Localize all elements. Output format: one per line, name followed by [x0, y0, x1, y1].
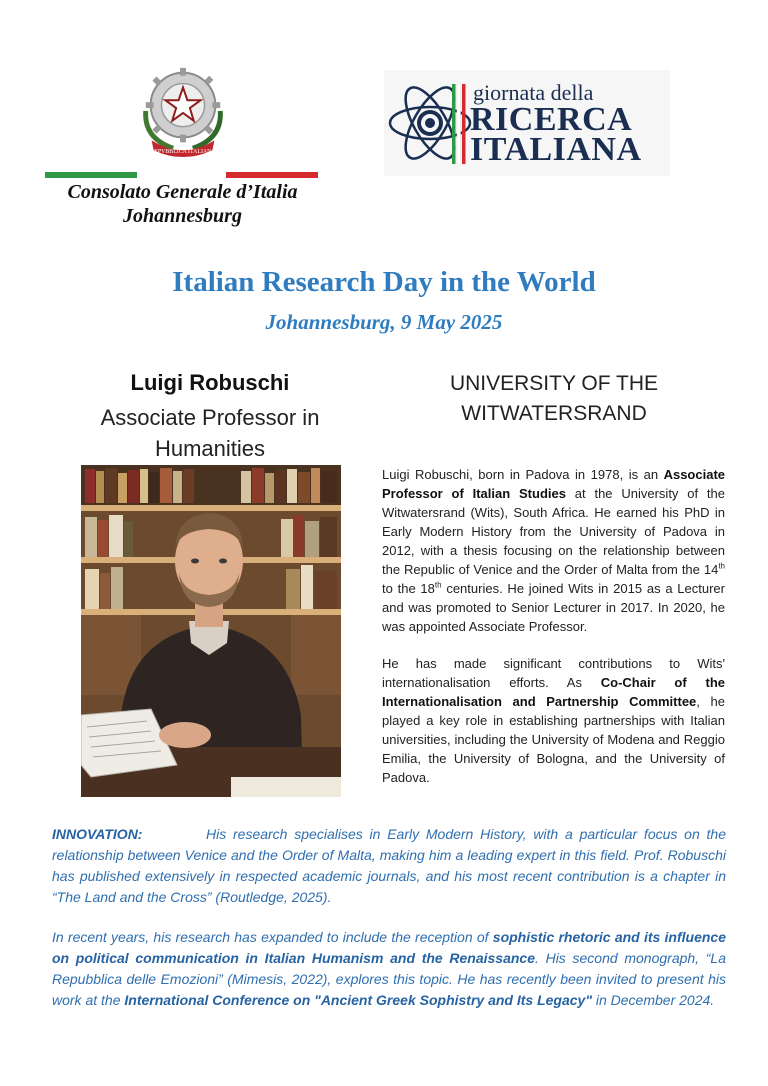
innovation-text: in December 2024. [591, 992, 715, 1008]
innovation-paragraph-1 [52, 824, 726, 908]
innovation-label: INNOVATION: [52, 826, 143, 842]
consulate-line2: Johannesburg [123, 205, 242, 227]
italian-emblem-icon [134, 62, 232, 160]
bio-text-span: to the 18 [382, 581, 435, 596]
innovation-highlight-conference: International Conference on "Ancient Greek Sophistry and Its Legacy" [124, 992, 592, 1008]
innovation-highlight-topic: sophistic rhetoric and its influence on political communication in Italian Humanism and the Renaissance [52, 929, 726, 966]
flag-green-bar [45, 172, 137, 178]
bio-paragraph-2 [382, 654, 725, 787]
bio-highlight-committee: Co-Chair of the Internationalisation and Partnership Committee [382, 675, 725, 709]
page-subtitle: Johannesburg, 9 May 2025 [265, 310, 503, 334]
bio-text-span: , he played a key role in establishing partnerships with Italian universities, including the University of Modena and Reggio Emilia, the University of Bologna, and the University of Padova. [382, 694, 725, 785]
portrait-photo [81, 465, 341, 797]
innovation-section [52, 824, 726, 1030]
consulate-name [20, 180, 345, 228]
university-name: UNIVERSITY OF THE WITWATERSRAND [449, 372, 659, 425]
flag-red-bar [226, 172, 318, 178]
bio-text [382, 465, 725, 805]
bio-highlight-position: Associate Professor of Italian Studies [382, 467, 725, 501]
person-name: Luigi Robuschi [130, 370, 290, 395]
innovation-paragraph-2 [52, 927, 726, 1011]
bio-text-span: at the University of the Witwatersrand (Wits), South Africa. He earned his PhD in Early Modern History from the University of Padova in 2012, with a thesis focusing on the relationship between the Republic of Venice and the Order of Malta from the 14 [382, 486, 725, 577]
bio-paragraph-1 [382, 465, 725, 636]
logo-text-ricerca: RICERCA [470, 101, 633, 138]
logo-text-small: giornata della [473, 80, 594, 105]
innovation-text: . His second monograph, “La Repubblica delle Emozioni” (Mimesis, 2022), explores this topic. He has recently been invited to present his work at the [52, 950, 726, 1008]
innovation-text: His research specialises in Early Modern History, with a particular focus on the relationship between Venice and the Order of Malta, making him a leading expert in this field. Prof. Robuschi has published extensively in respected academic journals, and his most recent contribution is a chapter in “The Land and the Cross” (Routledge, 2025). [52, 826, 726, 905]
logo-text-italiana: ITALIANA [470, 131, 642, 168]
consulate-line1: Consolato Generale d’Italia [67, 181, 298, 203]
person-role: Associate Professor in Humanities [100, 405, 320, 461]
bio-superscript: th [434, 580, 442, 590]
bio-superscript: th [718, 561, 725, 571]
innovation-text: In recent years, his research has expanded to include the reception of [52, 929, 493, 945]
page-title: Italian Research Day in the World [172, 266, 596, 298]
bio-text-span: Luigi Robuschi, born in Padova in 1978, is an [382, 467, 664, 482]
bio-text-span: He has made significant contributions to Wits' internationalisation efforts. As [382, 656, 725, 690]
bio-text-span: centuries. He joined Wits in 2015 as a Lecturer and was promoted to Senior Lecturer in 2017. In 2020, he was appointed Associate Professor. [382, 581, 725, 634]
emblem-ribbon-text: REPVBBLICA ITALIANA [150, 149, 216, 156]
